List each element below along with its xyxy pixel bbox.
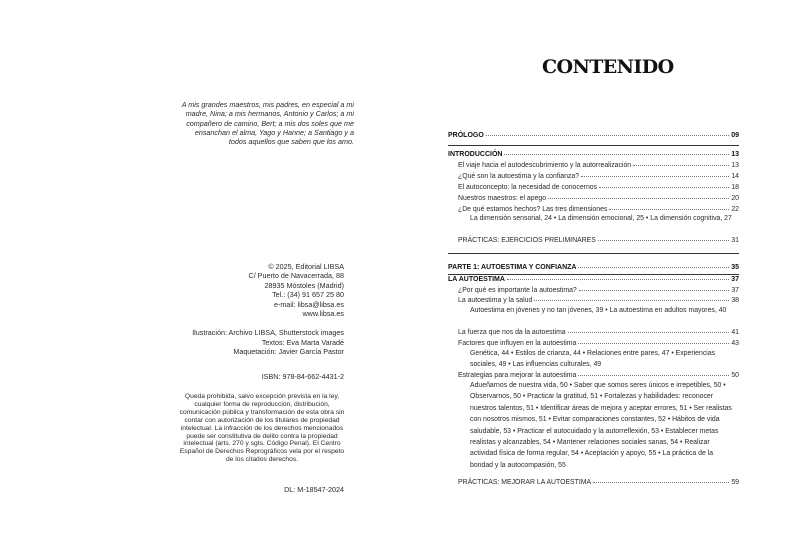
dot-leader	[568, 332, 730, 333]
toc-entry-label: El viaje hacia el autodescubrimiento y la autorrealización	[458, 162, 632, 169]
toc-entry-label: PARTE 1: AUTOESTIMA Y CONFIANZA	[448, 264, 577, 271]
toc-subentries: La dimensión sensorial, 24 • La dimensión emocional, 25 • La dimensión cognitiva, 27	[470, 215, 732, 222]
dedication: A mis grandes maestros, mis padres, en especial a mi madre, Nina; a mis hermanos, Antonio y Carlos; a mi compañero de camino, Bert; a mis dos soles que me ensanchan el alma, Yago y Hanne; a Santiago y a todos aquellos que saben que los amo.	[181, 100, 354, 147]
toc-entry-page: 41	[731, 329, 739, 336]
page-title: CONTENIDO	[542, 56, 674, 78]
toc-entry-label: La autoestima y la salud	[458, 297, 533, 304]
toc-entry-page: 09	[731, 132, 739, 139]
toc-entry-page: 20	[731, 195, 739, 202]
toc-entry-page: 22	[731, 206, 739, 213]
website-line: www.libsa.es	[302, 309, 344, 319]
toc-entry-page: 13	[731, 151, 739, 158]
toc-entry-page: 59	[731, 479, 739, 486]
toc-entry[interactable]	[458, 297, 739, 304]
dot-leader	[507, 279, 729, 280]
toc-entry-prologo[interactable]	[448, 132, 739, 139]
layout-credit: Maquetación: Javier García Pastor	[233, 347, 344, 357]
dot-leader	[579, 290, 730, 291]
dot-leader	[598, 240, 729, 241]
toc-entry-practicas[interactable]	[458, 479, 739, 486]
isbn: ISBN: 978-84-662-4431-2	[261, 372, 344, 381]
toc-entry-label: Nuestros maestros: el apego	[458, 195, 547, 202]
toc-entry-label: PRÁCTICAS: MEJORAR LA AUTOESTIMA	[458, 479, 592, 486]
toc-entry[interactable]	[458, 173, 739, 180]
illustration-credit: Ilustración: Archivo LIBSA, Shutterstock images	[192, 328, 344, 338]
toc-entry[interactable]	[458, 184, 739, 191]
toc-entry-label: Factores que influyen en la autoestima	[458, 340, 577, 347]
toc-entry-practicas[interactable]	[458, 237, 739, 244]
section-divider	[448, 274, 739, 275]
toc-entry[interactable]	[458, 329, 739, 336]
legal-deposit: DL: M-18547-2024	[284, 485, 344, 494]
dot-leader	[581, 176, 729, 177]
toc-subentries: Autoestima en jóvenes y no tan jóvenes, 39 • La autoestima en adultos mayores, 40	[470, 307, 727, 314]
dot-leader	[578, 267, 729, 268]
toc-entry-page: 37	[731, 276, 739, 283]
toc-entry-page: 43	[731, 340, 739, 347]
toc-entry[interactable]	[458, 287, 739, 294]
toc-subentries: Adueñarnos de nuestra vida, 50 • Saber que somos seres únicos e irrepetibles, 50 • Observarnos, 50 • Practicar la gratitud, 51 • Fortalezas y habilidades: reconocer nuestros talentos, 51 • Identificar áreas de mejora y aceptar errores, 51 • Ser realistas con nosotros mismos, 51 • Evitar comparaciones constantes, 52 • Hábitos de vida saludable, 53 • Practicar el autocuidado y la autorreflexión, 53 • Establecer metas realistas y alcanzables, 54 • Mantener relaciones sociales sanas, 54 • Realizar actividad física de forma regular, 54 • Aceptación y apoyo, 55 • La práctica de la bondad y la autocompasión, 55	[470, 382, 732, 469]
toc-entry-page: 14	[731, 173, 739, 180]
toc-entry-page: 37	[731, 287, 739, 294]
text-credit: Textos: Eva Marta Varadé	[261, 337, 344, 347]
toc-entry[interactable]	[458, 195, 739, 202]
dot-leader	[534, 300, 729, 301]
section-divider	[448, 145, 739, 146]
toc-entry-label: ¿Qué son la autoestima y la confianza?	[458, 173, 580, 180]
dot-leader	[486, 135, 729, 136]
dot-leader	[633, 165, 729, 166]
email-line: e-mail: libsa@libsa.es	[273, 299, 344, 309]
dot-leader	[599, 187, 729, 188]
toc-entry[interactable]	[458, 162, 739, 169]
city-line: 28935 Móstoles (Madrid)	[264, 280, 344, 290]
toc-entry-page: 50	[731, 372, 739, 379]
toc-entry-la-autoestima[interactable]	[448, 276, 739, 283]
toc-entry[interactable]	[458, 206, 739, 213]
toc-entry-label: La fuerza que nos da la autoestima	[458, 329, 566, 336]
dot-leader	[504, 154, 729, 155]
toc-entry-introduccion[interactable]	[448, 151, 739, 158]
section-divider	[448, 253, 739, 254]
toc-subentries: Genética, 44 • Estilos de crianza, 44 • Relaciones entre pares, 47 • Experiencias sociales, 49 • Las influencias culturales, 49	[470, 350, 716, 369]
toc-entry-page: 35	[731, 264, 739, 271]
dot-leader	[578, 343, 729, 344]
toc-entry[interactable]	[458, 372, 739, 379]
toc-entry-label: PRÓLOGO	[448, 132, 484, 139]
toc-entry-label: LA AUTOESTIMA	[448, 276, 505, 283]
toc-entry-parte-1[interactable]	[448, 264, 739, 271]
legal-notice: Queda prohibida, salvo excepción prevista en la ley, cualquier forma de reproducción, distribución, comunicación pública y transformación de esta obra sin contar con autorización de los titulares de propiedad intelectual. La infracción de los derechos mencionados puede ser constitutiva de delito contra la propiedad intelectual (arts. 270 y sgts. Código Penal). El Centro Español de Derechos Reprográficos vela por el respeto de los citados derechos.	[179, 393, 345, 464]
toc-entry-page: 13	[731, 162, 739, 169]
toc-entry-label: El autoconcepto: la necesidad de conocernos	[458, 184, 598, 191]
publisher-credits	[150, 262, 344, 357]
toc-entry-page: 18	[731, 184, 739, 191]
toc-entry-page: 38	[731, 297, 739, 304]
toc-entry-page: 31	[731, 237, 739, 244]
toc-entry-label: INTRODUCCIÓN	[448, 151, 503, 158]
toc-entry-label: ¿Por qué es importante la autoestima?	[458, 287, 577, 294]
copyright-page	[0, 0, 392, 551]
address-line: C/ Puerto de Navacerrada, 88	[248, 271, 344, 281]
toc-entry-label: Estrategias para mejorar la autoestima	[458, 372, 577, 379]
dot-leader	[578, 375, 729, 376]
toc-entry[interactable]	[458, 340, 739, 347]
toc-entry-label: ¿De qué estamos hechos? Las tres dimensiones	[458, 206, 608, 213]
dot-leader	[548, 198, 729, 199]
dot-leader	[609, 209, 729, 210]
copyright-line: © 2025, Editorial LIBSA	[268, 262, 344, 271]
dot-leader	[593, 482, 729, 483]
toc-entry-label: PRÁCTICAS: EJERCICIOS PRELIMINARES	[458, 237, 596, 244]
phone-line: Tel.: (34) 91 657 25 80	[272, 290, 344, 300]
contents-page	[392, 0, 785, 551]
